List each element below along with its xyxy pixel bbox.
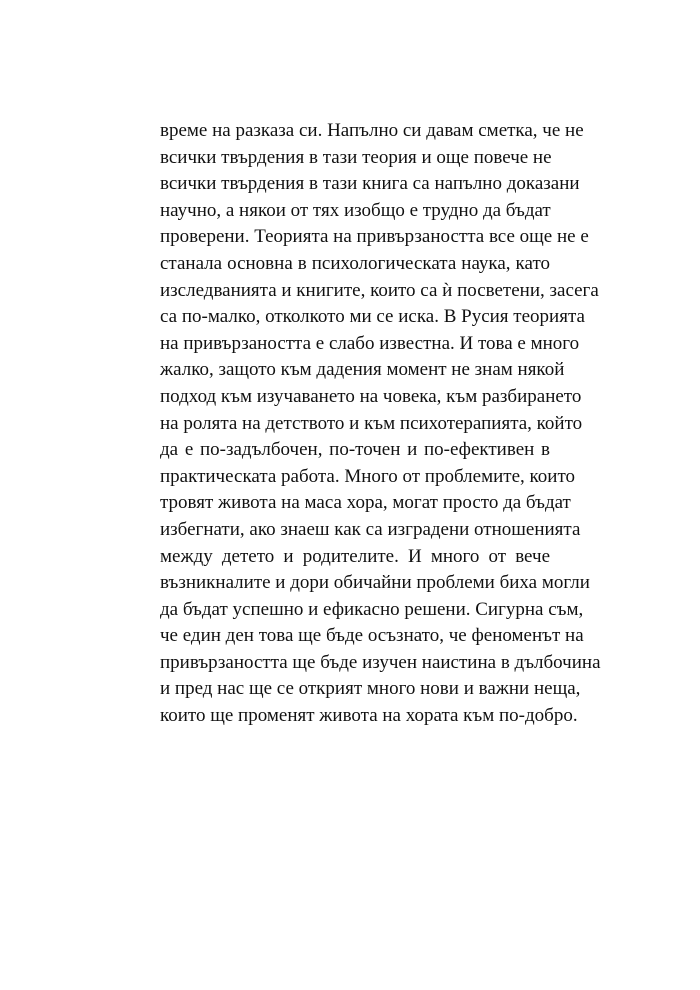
- text-line: възникналите и дори обичайни проблеми биха могли: [160, 572, 590, 594]
- text-line: проверени. Теорията на привързаността все още не е: [160, 226, 589, 248]
- text-line: че един ден това ще бъде осъзнато, че феноменът на: [160, 625, 584, 647]
- body-paragraph: [160, 118, 601, 730]
- text-line: избегнати, ако знаеш как са изградени отношенията: [160, 518, 581, 540]
- text-line: всички твърдения в тази теория и още повече не: [160, 146, 552, 168]
- text-line: подход към изучаването на човека, към разбирането: [160, 385, 582, 407]
- text-line: всички твърдения в тази книга са напълно доказани: [160, 173, 580, 195]
- text-line: станала основна в психологическата наука, като: [160, 252, 550, 274]
- text-line: и пред нас ще се открият много нови и важни неща,: [160, 678, 581, 700]
- text-line: между детето и родителите. И много от вече: [160, 545, 550, 567]
- text-line: практическата работа. Много от проблемите, които: [160, 465, 575, 487]
- text-line: които ще променят живота на хората към по-добро.: [160, 705, 578, 727]
- text-line: са по-малко, отколкото ми се иска. В Русия теорията: [160, 306, 585, 328]
- text-line: изследванията и книгите, които са ѝ посветени, засега: [160, 279, 599, 301]
- text-line: научно, а някои от тях изобщо е трудно да бъдат: [160, 199, 551, 221]
- text-line: време на разказа си. Напълно си давам сметка, че не: [160, 120, 584, 141]
- text-line: привързаността ще бъде изучен наистина в дълбочина: [160, 651, 601, 673]
- text-line: тровят живота на маса хора, могат просто да бъдат: [160, 492, 571, 514]
- text-line: да бъдат успешно и ефикасно решени. Сигурна съм,: [160, 598, 584, 620]
- text-line: на привързаността е слабо известна. И това е много: [160, 332, 580, 354]
- text-line: да е по-задълбочен, по-точен и по-ефективен в: [160, 439, 550, 461]
- text-line: жалко, защото към дадения момент не знам някой: [160, 359, 565, 381]
- text-line: на ролята на детството и към психотерапията, който: [160, 412, 583, 434]
